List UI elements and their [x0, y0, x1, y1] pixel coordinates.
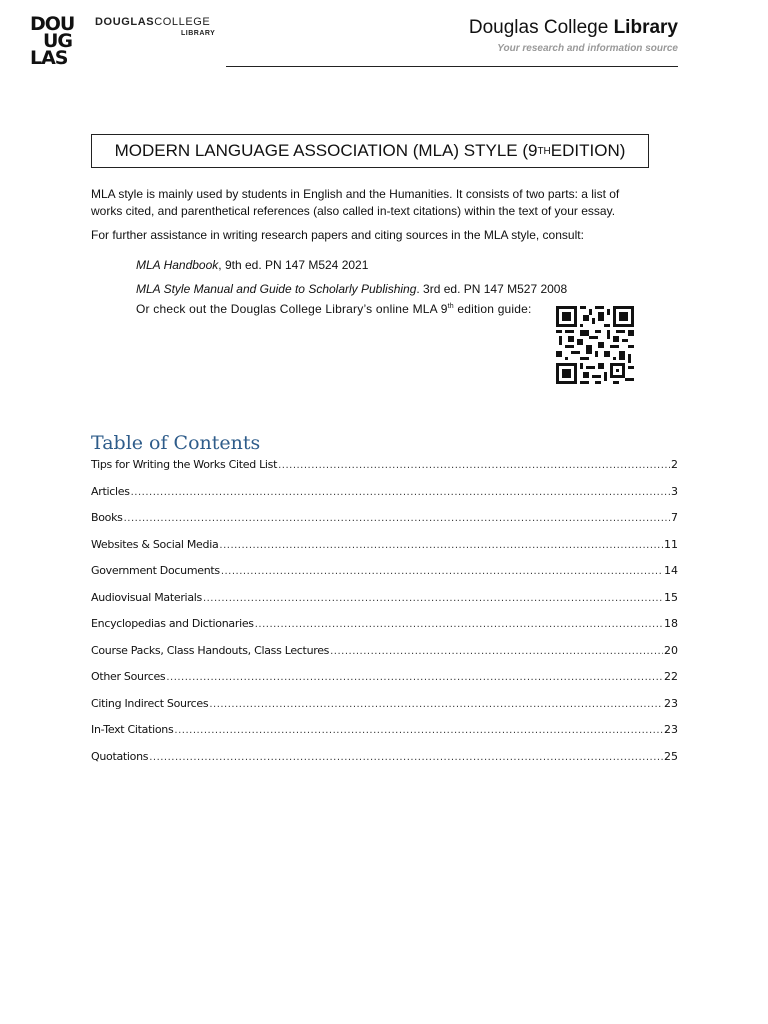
logo-line: DOU: [30, 13, 75, 35]
library-title-bold: Library: [613, 17, 678, 38]
toc-leader-dots: [131, 487, 670, 498]
toc-entry[interactable]: [91, 458, 678, 485]
toc-entry-label[interactable]: In-Text Citations: [91, 723, 174, 736]
toc-leader-dots: [209, 699, 663, 710]
toc-entry-label[interactable]: Government Documents: [91, 564, 220, 577]
toc-entry-label[interactable]: Articles: [91, 484, 130, 498]
logo-mark: [30, 13, 84, 69]
reference-item: [136, 253, 567, 277]
toc-entry-label[interactable]: Quotations: [91, 749, 149, 763]
qr-code[interactable]: [556, 306, 634, 384]
logo-word-rest: COLLEGE: [154, 16, 211, 28]
toc-entry[interactable]: [91, 644, 678, 671]
library-title-plain: Douglas College: [468, 17, 614, 38]
intro-paragraph-2: For further assistance in writing research papers and citing sources in the MLA style, consult:: [91, 228, 584, 242]
toc-entry-label[interactable]: Citing Indirect Sources: [91, 696, 209, 710]
toc-entry-page[interactable]: 15: [664, 590, 678, 604]
title-pre: MODERN LANGUAGE ASSOCIATION (MLA) STYLE (9: [114, 141, 538, 160]
toc-entry[interactable]: [91, 591, 678, 618]
toc-heading: Table of Contents: [91, 432, 261, 454]
reference-list: [136, 253, 567, 301]
toc-entry-label[interactable]: Other Sources: [91, 670, 166, 683]
toc-entry-label[interactable]: Encyclopedias and Dictionaries: [91, 617, 254, 630]
toc-leader-dots: [149, 752, 663, 763]
toc-entry[interactable]: [91, 750, 678, 777]
table-of-contents: [91, 458, 678, 776]
online-guide-text: [136, 302, 532, 316]
toc-entry-label[interactable]: Books: [91, 511, 123, 524]
toc-leader-dots: [124, 513, 670, 524]
toc-entry-page[interactable]: 23: [664, 696, 678, 710]
toc-entry[interactable]: [91, 617, 678, 644]
toc-entry-page[interactable]: 23: [664, 723, 678, 736]
toc-entry[interactable]: [91, 723, 678, 750]
intro-text: [91, 186, 651, 251]
toc-entry-page[interactable]: 18: [664, 617, 678, 630]
toc-entry-page[interactable]: 7: [671, 511, 678, 524]
toc-entry-page[interactable]: 3: [671, 484, 678, 498]
online-pre: Or check out the Douglas College Library’s online MLA 9: [136, 302, 448, 316]
library-title: [469, 17, 678, 39]
title-post: EDITION): [550, 141, 626, 160]
toc-entry-page[interactable]: 22: [664, 670, 678, 683]
toc-entry-label[interactable]: Audiovisual Materials: [91, 590, 202, 604]
reference-details: , 9th ed. PN 147 M524 2021: [218, 258, 369, 272]
toc-leader-dots: [174, 725, 663, 736]
toc-entry-label[interactable]: Course Packs, Class Handouts, Class Lectures: [91, 643, 330, 657]
toc-entry-page[interactable]: 11: [664, 537, 678, 551]
reference-title: MLA Handbook: [136, 258, 219, 272]
toc-entry[interactable]: [91, 670, 678, 697]
logo-wordmark: [95, 16, 210, 28]
toc-entry-page[interactable]: 14: [664, 564, 678, 577]
online-sup: th: [447, 303, 454, 310]
toc-entry-page[interactable]: 2: [671, 458, 678, 471]
reference-details: . 3rd ed. PN 147 M527 2008: [416, 282, 568, 296]
toc-leader-dots: [255, 619, 663, 630]
header-divider: [226, 66, 678, 67]
toc-entry-page[interactable]: 20: [664, 643, 678, 657]
toc-entry[interactable]: [91, 511, 678, 538]
toc-entry-page[interactable]: 25: [664, 749, 678, 763]
reference-item: [136, 277, 567, 301]
reference-title: MLA Style Manual and Guide to Scholarly Publishing: [136, 282, 417, 296]
toc-leader-dots: [219, 540, 663, 551]
online-post: edition guide:: [453, 302, 532, 316]
toc-leader-dots: [203, 593, 663, 604]
toc-entry[interactable]: [91, 538, 678, 565]
document-title: [91, 134, 649, 168]
toc-leader-dots: [221, 566, 663, 577]
toc-leader-dots: [278, 460, 670, 471]
toc-entry[interactable]: [91, 697, 678, 724]
toc-leader-dots: [330, 646, 663, 657]
logo-line: LAS: [30, 47, 68, 69]
toc-leader-dots: [166, 672, 663, 683]
intro-paragraph-1: MLA style is mainly used by students in English and the Humanities. It consists of two parts: a list of works cited, and parenthetical references (also called in-text citations) within the text of your essay.: [91, 187, 620, 218]
toc-entry-label[interactable]: Websites & Social Media: [91, 537, 219, 551]
logo-sub: LIBRARY: [181, 30, 216, 37]
library-tagline: Your research and information source: [497, 43, 678, 54]
title-sup: TH: [537, 145, 551, 157]
toc-entry[interactable]: [91, 564, 678, 591]
toc-entry-label[interactable]: Tips for Writing the Works Cited List: [91, 458, 278, 471]
logo-line: UG: [43, 30, 73, 52]
logo-word-bold: DOUGLAS: [95, 16, 155, 28]
toc-entry[interactable]: [91, 485, 678, 512]
